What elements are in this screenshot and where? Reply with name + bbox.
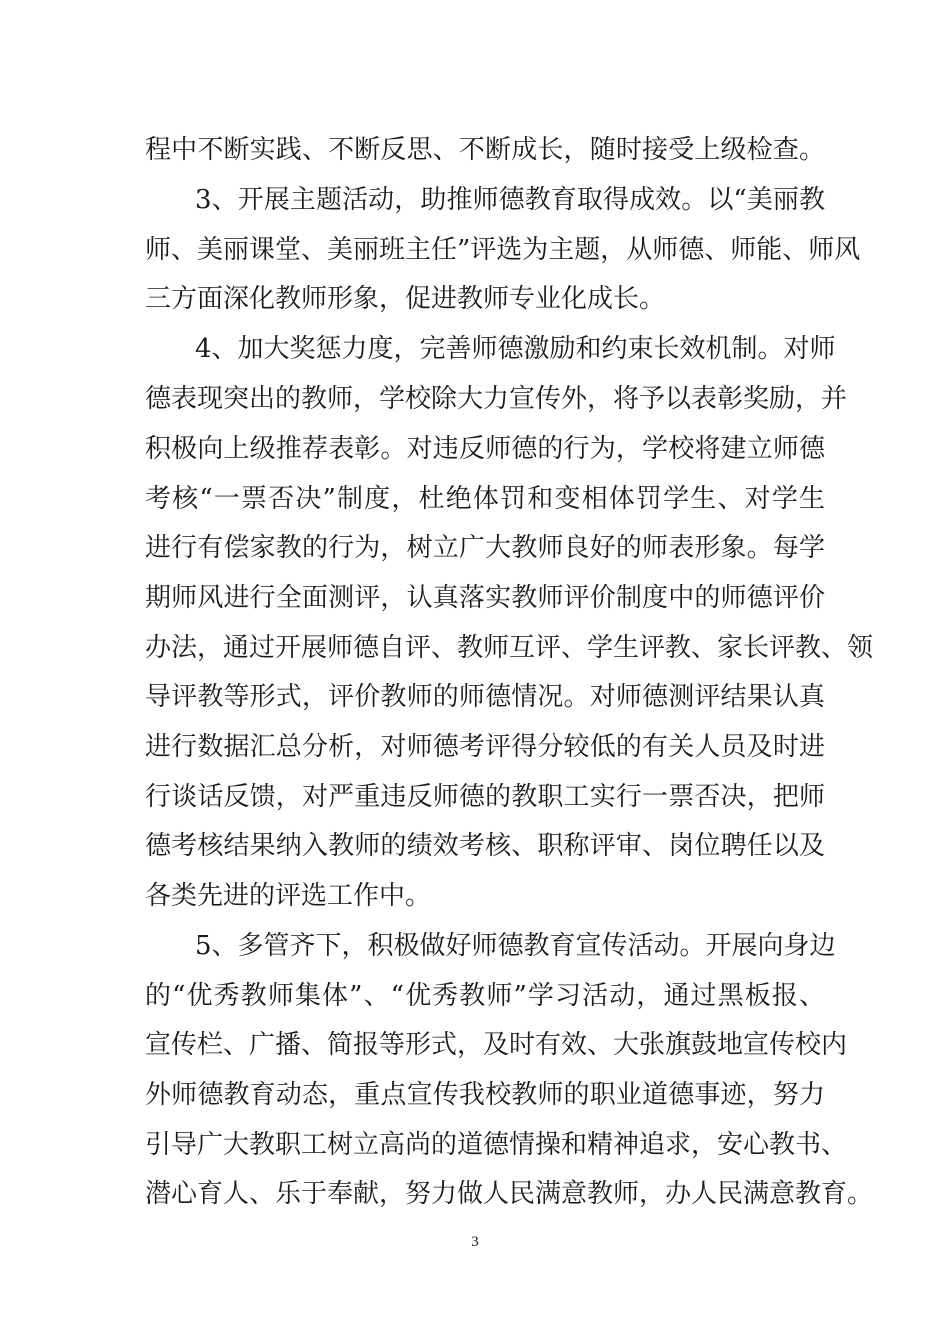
text-line: 办法，通过开展师德自评、教师互评、学生评教、家长评教、领 xyxy=(145,633,874,663)
text-line: 外师德教育动态，重点宣传我校教师的职业道德事迹，努力 xyxy=(145,1080,825,1110)
text-line: 进行数据汇总分析，对师德考评得分较低的有关人员及时进 xyxy=(145,732,825,762)
text-line: 各类先进的评选工作中。 xyxy=(145,881,432,911)
text-line: 导评教等形式，评价教师的师德情况。对师德测评结果认真 xyxy=(145,682,825,712)
text-line: 德考核结果纳入教师的绩效考核、职称评审、岗位聘任以及 xyxy=(145,831,825,861)
text-line: 进行有偿家教的行为，树立广大教师良好的师表形象。每学 xyxy=(145,533,825,563)
text-line: 宣传栏、广播、简报等形式，及时有效、大张旗鼓地宣传校内 xyxy=(145,1030,848,1060)
text-line: 期师风进行全面测评，认真落实教师评价制度中的师德评价 xyxy=(145,583,825,613)
text-line: 的“优秀教师集体”、“优秀教师”学习活动，通过黑板报、 xyxy=(145,981,825,1011)
text-line: 行谈话反馈，对严重违反师德的教职工实行一票否决，把师 xyxy=(145,782,825,812)
paragraph-4-first-line: 4、加大奖惩力度，完善师德激励和约束长效机制。对师 xyxy=(195,334,836,364)
paragraph-3-first-line: 3、开展主题活动，助推师德教育取得成效。以“美丽教 xyxy=(195,185,825,215)
paragraph-5-first-line: 5、多管齐下，积极做好师德教育宣传活动。开展向身边 xyxy=(195,931,836,961)
text-line: 三方面深化教师形象，促进教师专业化成长。 xyxy=(145,284,666,314)
text-line: 考核“一票否决”制度，杜绝体罚和变相体罚学生、对学生 xyxy=(145,484,825,514)
text-line: 程中不断实践、不断反思、不断成长，随时接受上级检查。 xyxy=(145,135,825,165)
text-line: 德表现突出的教师，学校除大力宣传外，将予以表彰奖励，并 xyxy=(145,384,848,414)
page-number: 3 xyxy=(471,1234,479,1250)
text-line: 积极向上级推荐表彰。对违反师德的行为，学校将建立师德 xyxy=(145,434,825,464)
text-line: 潜心育人、乐于奉献，努力做人民满意教师，办人民满意教育。 xyxy=(145,1179,874,1209)
text-line: 引导广大教职工树立高尚的道德情操和精神追求，安心教书、 xyxy=(145,1130,848,1160)
text-line: 师、美丽课堂、美丽班主任”评选为主题，从师德、师能、师风 xyxy=(145,235,861,265)
